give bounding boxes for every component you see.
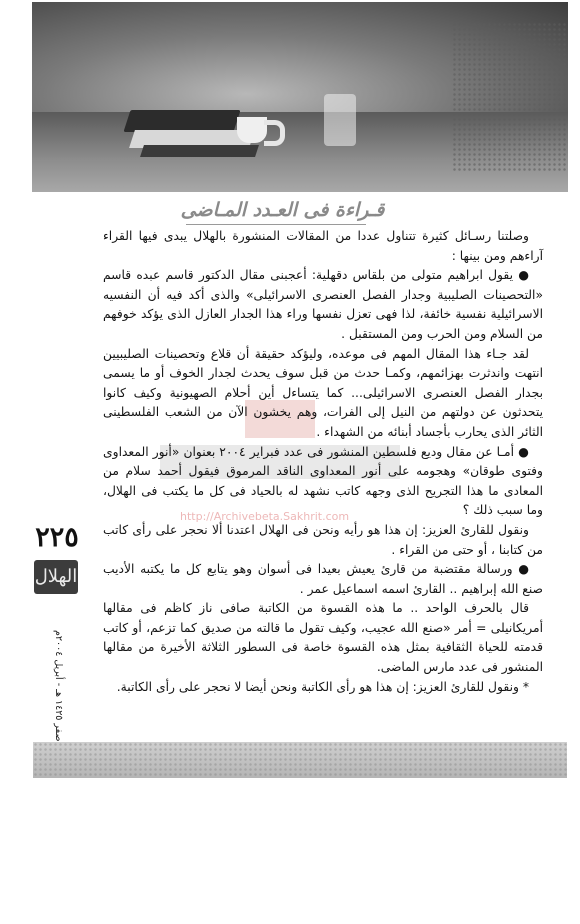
- issue-date: صفر ١٤٢٥ هـ - أبريل ٢٠٠٤م: [53, 630, 64, 742]
- paragraph: قال بالحرف الواحد .. ما هذه القسوة من الكاتبة صافى ناز كاظم فى مقالها أمريكانيلى = أمر «صنع الله عجيب، وكيف تقول ما قالته من صديق كما تزعم، أو كاتب قدمته للحياة الثقافية بمثل هذه القسوة خاصة فى السطور الثلاثة الأخيرة من مقالها المنشور فى عدد مارس الماضى.: [103, 601, 543, 675]
- paragraph: * ونقول للقارئ العزيز: إن هذا هو رأى الكاتبة ونحن أيضا لا نحجر على رأى الكاتبة.: [116, 679, 529, 694]
- photo-halftone: [452, 22, 568, 172]
- footer-halftone: [33, 742, 567, 778]
- photo-glass: [324, 94, 356, 146]
- photo-cup-handle: [264, 120, 285, 146]
- paragraph: ● أمـا عن مقال وديع فلسطين المنشور فى عدد فبراير ٢٠٠٤ بعنوان «أنور المعداوى وفتوى طوقان» وهجومه على أنور المعداوى الناقد المرموق فيقول أحمد سلام من المعادى ما هذا التجريح الذى وجهه كاتب نشهد له بالحياد فى كل ما يكتب فى الهلال، وما سبب ذلك ؟: [103, 444, 543, 518]
- title-underline: [186, 224, 366, 225]
- paragraph: ونقول للقارئ العزيز: إن هذا هو رأيه ونحن فى الهلال اعتدنا ألا نحجر على رأى كاتب من كتابنا ، أو حتى من القراء .: [103, 522, 543, 557]
- paragraph: ● ورسالة مقتضبة من قارئ يعيش بعيدا فى أسوان وهو يتابع كل ما يكتبه الأديب صنع الله إبراهيم .. القارئ اسمه اسماعيل عمر .: [103, 562, 543, 596]
- photo-cup: [237, 117, 267, 143]
- page-number: ٢٢٥: [35, 522, 79, 553]
- footer-band: [33, 742, 567, 778]
- paragraph: لقد جـاء هذا المقال المهم فى موعده، وليؤكد حقيقة أن قلاع وتحصينات الصليبيين انتهت واندثرت بهزائمهم، وكمـا حدث من قبل سوف يحدث لجدار الخوف أو ما يسمى بجدار الفصل العنصرى الاسرائيلى... كما يتساءل أين أحلام الصهيونية وكيف كانوا يتحدثون عن دولتهم من النيل إلى الفرات، وهم يخشون الآن من الشعب الفلسطينى الثائر الذى يحارب بأجساد أبنائه من الشهداء .: [103, 346, 543, 439]
- paragraph: وصلتنا رسـائل كثيرة تتناول عددا من المقالات المنشورة بالهلال يبدى فيها القراء آراءهم ومن بينها :: [103, 229, 543, 263]
- article-body: [103, 227, 543, 747]
- watermark-url: http://Archivebeta.Sakhrit.com: [180, 510, 350, 523]
- header-photo: [32, 2, 568, 192]
- paragraph: ● يقول ابراهيم متولى من بلقاس دقهلية: أعجبنى مقال الدكتور قاسم عبده قاسم «التحصينات الصليبية وجدار الفصل العنصرى الاسرائيلى» والذى أكد فيه أن النفسيه الاسرائيلية نفسية خائفة، لذا فهى تعزل نفسها وراء هذا الجدار العازل الذى يؤكد خوفهم من السلام ومن الحرب ومن المستقبل .: [103, 268, 543, 341]
- section-title: قـراءة فى العـدد المـاضى: [180, 199, 385, 221]
- magazine-logo: الهلال: [34, 560, 78, 594]
- photo-book: [140, 145, 259, 157]
- photo-book: [123, 110, 240, 132]
